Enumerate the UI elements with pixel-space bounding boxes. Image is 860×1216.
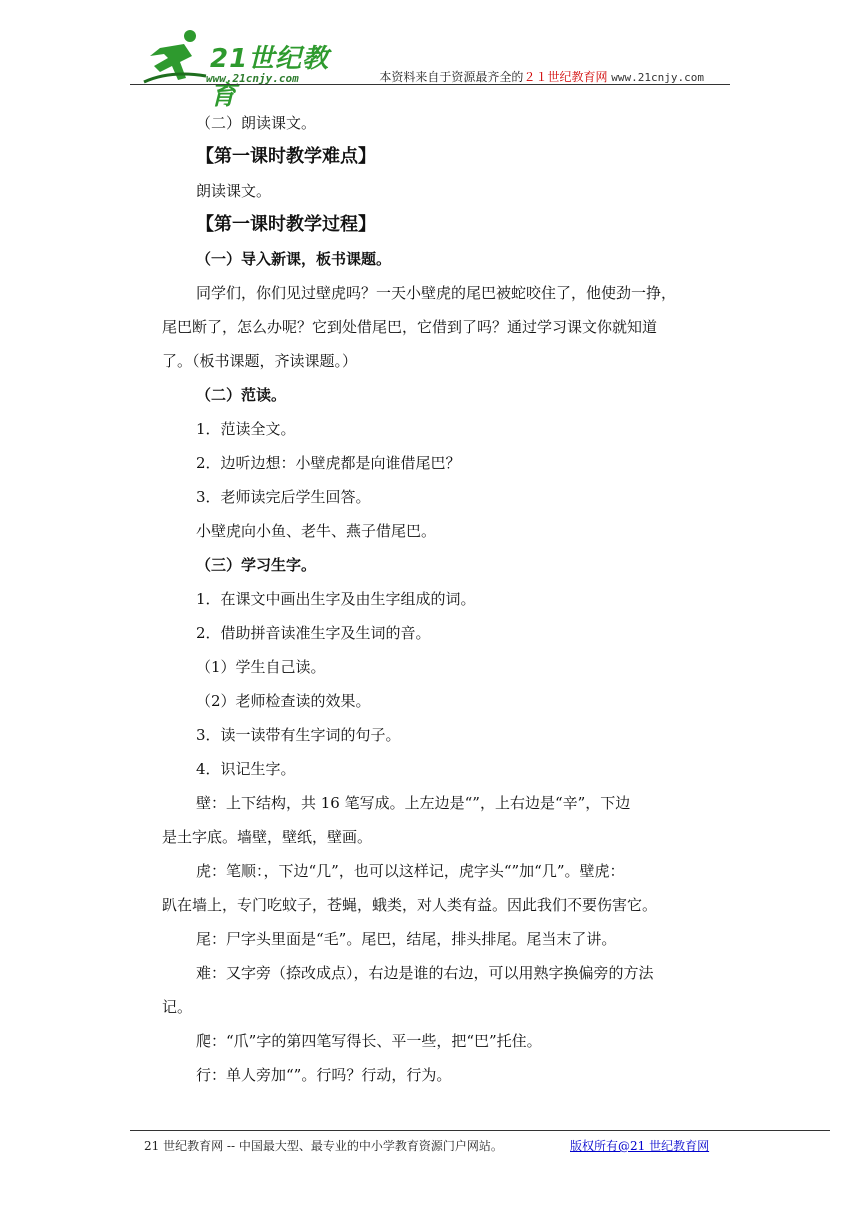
text-line: 同学们，你们见过壁虎吗？一天小壁虎的尾巴被蛇咬住了，他使劲一挣， — [196, 284, 677, 302]
subheading: （一）导入新课，板书课题。 — [196, 250, 392, 268]
text-line: 尾：尸字头里面是“毛”。尾巴，结尾，排头排尾。尾当末了讲。 — [196, 930, 617, 948]
text-line: 爬：“爪”字的第四笔写得长、平一些，把“巴”托住。 — [196, 1032, 542, 1050]
text-line: 小壁虎向小鱼、老牛、燕子借尾巴。 — [196, 522, 437, 540]
logo-text: 21世纪教育 — [210, 44, 330, 111]
site-logo — [140, 26, 340, 111]
text-line: 记。 — [162, 998, 193, 1016]
text-line: 是土字底。墙壁，壁纸，壁画。 — [162, 828, 373, 846]
text-line: 趴在墙上，专门吃蚊子，苍蝇，蛾类，对人类有益。因此我们不要伤害它。 — [162, 896, 658, 914]
text-line: 难：又字旁（捺改成点），右边是谁的右边，可以用熟字换偏旁的方法 — [196, 964, 654, 982]
list-item: 1．在课文中画出生字及由生字组成的词。 — [196, 590, 476, 608]
list-item: 4．识记生字。 — [196, 760, 296, 778]
section-heading: 【第一课时教学过程】 — [196, 214, 376, 235]
list-item: 1．范读全文。 — [196, 420, 296, 438]
text-line: （二）朗读课文。 — [196, 114, 317, 132]
page-header — [130, 22, 730, 111]
section-heading: 【第一课时教学难点】 — [196, 146, 376, 167]
text-line: 行：单人旁加“”。行吗？行动，行为。 — [196, 1066, 452, 1084]
header-source — [379, 68, 704, 85]
footer-left: 21 世纪教育网 -- 中国最大型、最专业的中小学教育资源门户网站。 — [144, 1139, 503, 1153]
document-body — [162, 106, 736, 1092]
runner-logo-icon — [140, 26, 210, 86]
footer-copyright-link[interactable]: 版权所有@21 世纪教育网 — [570, 1139, 710, 1153]
header-source-url[interactable]: www.21cnjy.com — [611, 71, 704, 84]
text-line: 壁：上下结构，共 16 笔写成。上左边是“”，上右边是“辛”，下边 — [196, 794, 631, 812]
text-line: 虎：笔顺：，下边“几”，也可以这样记，虎字头“”加“几”。壁虎： — [196, 862, 625, 880]
footer-divider — [130, 1130, 830, 1131]
text-line: 了。（板书课题，齐读课题。） — [162, 352, 358, 370]
list-item: 3．老师读完后学生回答。 — [196, 488, 371, 506]
list-item: 2．借助拼音读准生字及生词的音。 — [196, 624, 431, 642]
list-item: 2．边听边想：小壁虎都是向谁借尾巴？ — [196, 454, 461, 472]
logo-url: www.21cnjy.com — [206, 72, 299, 85]
header-source-prefix: 本资料来自于资源最齐全的 — [379, 70, 524, 84]
header-source-site[interactable]: ２１世纪教育网 — [523, 70, 608, 84]
subheading: （三）学习生字。 — [196, 556, 317, 574]
text-line: 朗读课文。 — [196, 182, 272, 200]
list-item: 3．读一读带有生字词的句子。 — [196, 726, 401, 744]
subheading: （二）范读。 — [196, 386, 287, 404]
list-item: （2）老师检查读的效果。 — [196, 692, 371, 710]
list-item: （1）学生自己读。 — [196, 658, 326, 676]
text-line: 尾巴断了，怎么办呢？它到处借尾巴，它借到了吗？通过学习课文你就知道 — [162, 318, 658, 336]
header-divider — [130, 84, 730, 85]
